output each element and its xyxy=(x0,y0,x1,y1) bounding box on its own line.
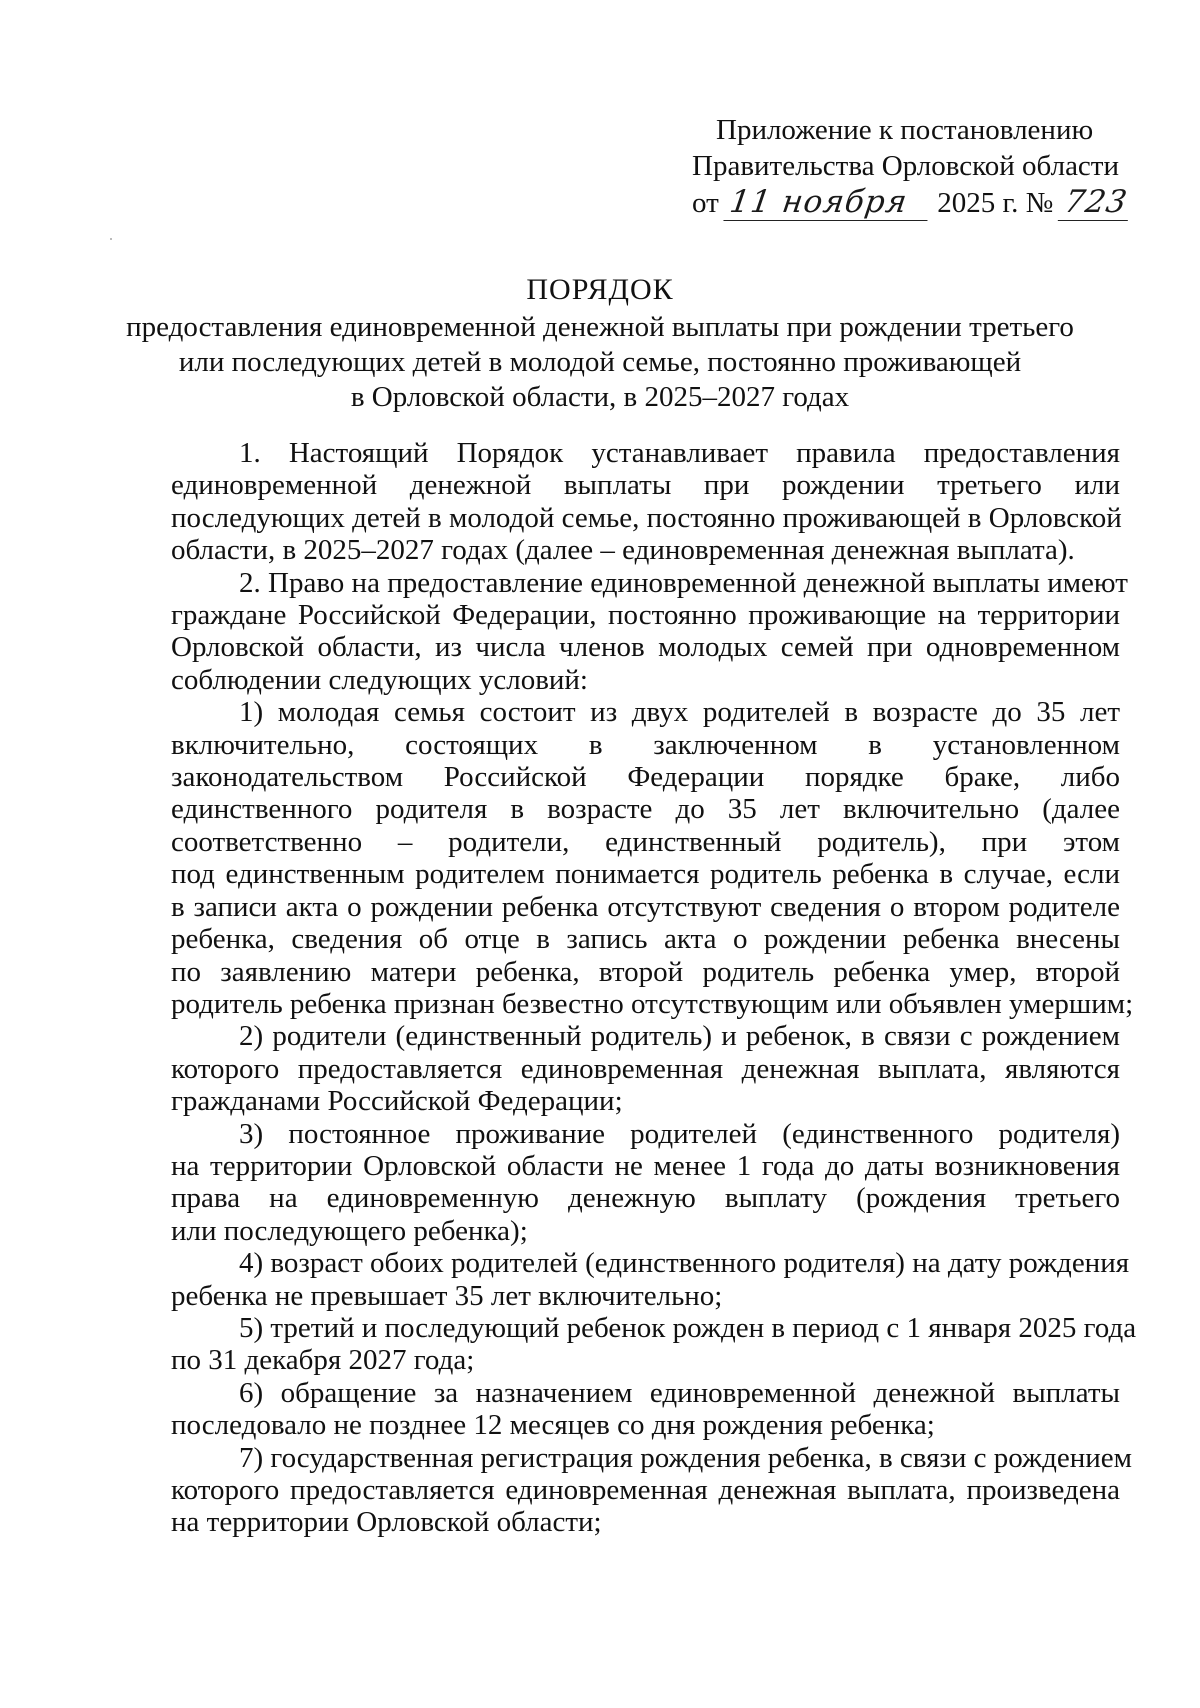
subtitle-line: предоставления единовременной денежной выплаты при рождении третьего xyxy=(126,311,1074,343)
body-line: соответственно – родители, единственный родитель), при этом xyxy=(171,825,1120,858)
body-line: 3) постоянное проживание родителей (единственного родителя) xyxy=(239,1117,1120,1150)
body-line: 7) государственная регистрация рождения ребенка, в связи с рождением xyxy=(239,1441,1132,1474)
body-line: 2) родители (единственный родитель) и ребенок, в связи с рождением xyxy=(239,1020,1120,1053)
body-line: которого предоставляется единовременная денежная выплата, произведена xyxy=(171,1474,1120,1506)
body-line: ребенка не превышает 35 лет включительно; xyxy=(171,1279,723,1312)
appendix-header xyxy=(680,112,1130,221)
body-line: 2. Право на предоставление единовременной денежной выплаты имеют xyxy=(239,566,1128,599)
body-line: гражданами Российской Федерации; xyxy=(171,1085,623,1118)
handwritten-number: 723 xyxy=(1057,184,1134,221)
body-line: единственного родителя в возрасте до 35 лет включительно (далее xyxy=(171,793,1120,826)
body-line: ребенка, сведения об отце в запись акта о рождении ребенка внесены xyxy=(171,923,1120,956)
document-title: ПОРЯДОК xyxy=(526,273,674,306)
body-line: 5) третий и последующий ребенок рожден в период с 1 января 2025 года xyxy=(239,1311,1137,1344)
scan-speck xyxy=(110,238,112,240)
body-line: единовременной денежной выплаты при рождении третьего или xyxy=(171,469,1120,502)
body-line: последующих детей в молодой семье, постоянно проживающей в Орловской xyxy=(171,501,1122,534)
body-line: последовало не позднее 12 месяцев со дня рождения ребенка; xyxy=(171,1409,935,1442)
body-line: под единственным родителем понимается родитель ребенка в случае, если xyxy=(171,858,1120,891)
subtitle-line: или последующих детей в молодой семье, постоянно проживающей xyxy=(178,346,1022,378)
body-line: которого предоставляется единовременная денежная выплата, являются xyxy=(171,1052,1120,1085)
body-line: на территории Орловской области; xyxy=(171,1506,602,1539)
document-subtitle xyxy=(120,310,1080,415)
body-line: 4) возраст обоих родителей (единственного родителя) на дату рождения xyxy=(239,1247,1130,1280)
body-line: соблюдении следующих условий: xyxy=(171,663,588,696)
body-line: Орловской области, из числа членов молодых семей при одновременном xyxy=(171,631,1120,664)
date-prefix: от xyxy=(692,187,719,219)
date-year: 2025 г. № xyxy=(937,187,1054,219)
body-line: 6) обращение за назначением единовременной денежной выплаты xyxy=(239,1376,1120,1409)
body-line: включительно, состоящих в заключенном в установленном xyxy=(171,728,1120,761)
body-line: в записи акта о рождении ребенка отсутствуют сведения о втором родителе xyxy=(171,890,1120,923)
handwritten-date: 11 ноября xyxy=(723,184,932,221)
body-line: 1. Настоящий Порядок устанавливает правила предоставления xyxy=(239,437,1120,469)
body-line: или последующего ребенка); xyxy=(171,1214,528,1247)
body-line: 1) молодая семья состоит из двух родителей в возрасте до 35 лет xyxy=(239,696,1120,729)
body-line: по заявлению матери ребенка, второй родитель ребенка умер, второй xyxy=(171,955,1120,988)
appendix-line-2: Правительства Орловской области xyxy=(692,150,1119,182)
body-line: родитель ребенка признан безвестно отсутствующим или объявлен умершим; xyxy=(171,987,1134,1020)
body-line: по 31 декабря 2027 года; xyxy=(171,1344,475,1377)
appendix-date-line xyxy=(680,184,1130,221)
body-line: права на единовременную денежную выплату (рождения третьего xyxy=(171,1182,1120,1215)
subtitle-line: в Орловской области, в 2025–2027 годах xyxy=(350,381,850,413)
body-line: законодательством Российской Федерации порядке браке, либо xyxy=(171,761,1120,794)
body-line: на территории Орловской области не менее 1 года до даты возникновения xyxy=(171,1149,1120,1182)
body-line: области, в 2025–2027 годах (далее – единовременная денежная выплата). xyxy=(171,534,1075,567)
body-line: граждане Российской Федерации, постоянно проживающие на территории xyxy=(171,599,1120,632)
document-body xyxy=(171,437,1137,1539)
appendix-line-1: Приложение к постановлению xyxy=(716,114,1094,146)
